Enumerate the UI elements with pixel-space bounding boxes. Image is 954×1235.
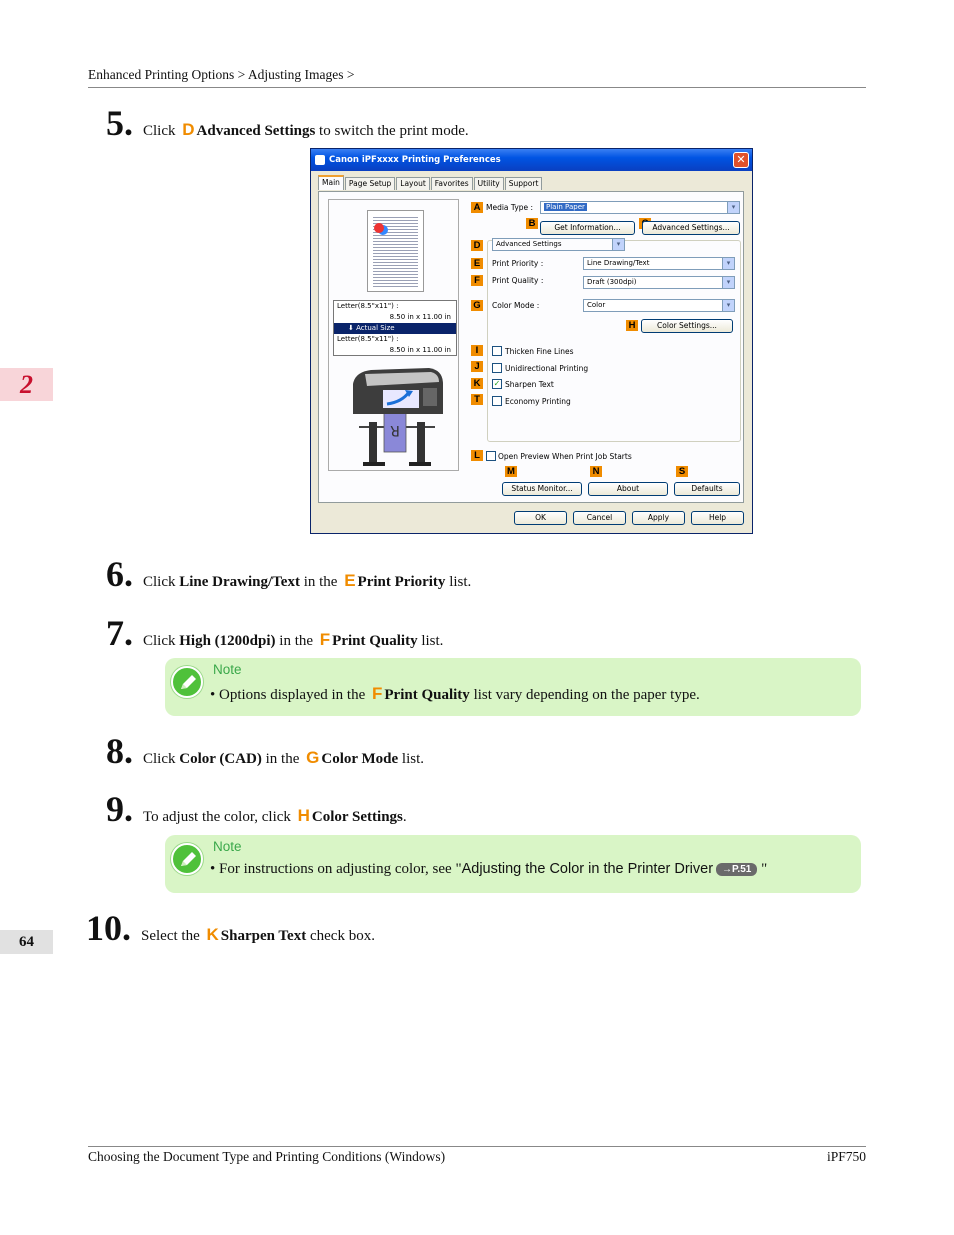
- footer-section-title: Choosing the Document Type and Printing Conditions (Windows): [88, 1149, 446, 1164]
- step-text: Click High (1200dpi) in the F Print Quality list.: [143, 630, 444, 649]
- callout-j: J: [471, 361, 483, 372]
- size-info-box: [333, 300, 457, 356]
- size-line-selected: ⬇ Actual Size: [334, 323, 456, 334]
- print-mode-select[interactable]: Advanced Settings ▾: [492, 238, 625, 251]
- step-number: 8.: [106, 731, 133, 771]
- key-label: F: [372, 684, 383, 703]
- key-label: D: [182, 120, 195, 139]
- main-tab-panel: [318, 191, 744, 503]
- unidirectional-label: Unidirectional Printing: [505, 364, 589, 373]
- paper-preview: [367, 210, 424, 292]
- cancel-button[interactable]: Cancel: [573, 511, 626, 525]
- callout-a: A: [471, 202, 483, 213]
- pencil-note-icon: [171, 666, 203, 698]
- step-text: Click Line Drawing/Text in the E Print Priority list.: [143, 571, 472, 590]
- header-rule: [88, 87, 866, 88]
- callout-h: H: [626, 320, 638, 331]
- economy-label: Economy Printing: [505, 397, 571, 406]
- size-line: 8.50 in x 11.00 in: [389, 313, 451, 321]
- callout-e: E: [471, 258, 483, 269]
- breadcrumb: Enhanced Printing Options > Adjusting Images >: [88, 67, 355, 82]
- step-text: Click Color (CAD) in the G Color Mode list.: [143, 748, 424, 767]
- callout-g: G: [471, 300, 483, 311]
- step-number: 7.: [106, 613, 133, 653]
- ok-button[interactable]: OK: [514, 511, 567, 525]
- note-box: [165, 835, 861, 893]
- tab-favorites[interactable]: Favorites: [431, 177, 473, 190]
- dialog-titlebar: [311, 149, 752, 171]
- step-9: [106, 791, 407, 827]
- print-priority-select[interactable]: Line Drawing/Text ▾: [583, 257, 735, 270]
- callout-b: B: [526, 218, 538, 229]
- size-line: Letter(8.5"x11") :: [337, 302, 399, 310]
- color-mode-select[interactable]: Color ▾: [583, 299, 735, 312]
- thicken-lines-checkbox[interactable]: [492, 346, 502, 356]
- printer-illustration-icon: [347, 362, 447, 467]
- about-button[interactable]: About: [588, 482, 668, 496]
- status-monitor-button[interactable]: Status Monitor...: [502, 482, 582, 496]
- close-icon[interactable]: ✕: [733, 152, 749, 168]
- chevron-down-icon[interactable]: ▾: [727, 202, 739, 213]
- step-7: [106, 615, 443, 651]
- step-8: [106, 733, 424, 769]
- callout-k: K: [471, 378, 483, 389]
- tab-support[interactable]: Support: [505, 177, 543, 190]
- tab-main[interactable]: Main: [318, 175, 344, 190]
- tab-layout[interactable]: Layout: [396, 177, 430, 190]
- callout-i: I: [471, 345, 483, 356]
- note-text: • Options displayed in the F Print Quality list vary depending on the paper type.: [210, 684, 700, 703]
- tab-utility[interactable]: Utility: [474, 177, 504, 190]
- step-5: [106, 105, 469, 141]
- media-type-select[interactable]: Plain Paper ▾: [540, 201, 740, 214]
- advanced-settings-button[interactable]: Advanced Settings...: [642, 221, 740, 235]
- step-10: [86, 908, 375, 948]
- callout-f: F: [471, 275, 483, 286]
- key-label: H: [297, 806, 310, 825]
- sharpen-text-checkbox[interactable]: ✓: [493, 379, 501, 388]
- step-number: 9.: [106, 789, 133, 829]
- open-preview-checkbox[interactable]: [486, 451, 496, 461]
- page-number-tab: 64: [0, 930, 53, 954]
- step-text: Click D Advanced Settings to switch the print mode.: [143, 120, 469, 139]
- callout-d: D: [471, 240, 483, 251]
- print-quality-select[interactable]: Draft (300dpi) ▾: [583, 276, 735, 289]
- footer-rule: [88, 1146, 866, 1147]
- step-number: 5.: [106, 103, 133, 143]
- page-reference-badge[interactable]: →P.51: [716, 863, 757, 876]
- printer-app-icon: [315, 155, 325, 165]
- pencil-note-icon: [171, 843, 203, 875]
- callout-t: T: [471, 394, 483, 405]
- step-text: To adjust the color, click H Color Settings.: [143, 806, 407, 825]
- key-label: K: [206, 925, 219, 944]
- get-information-button[interactable]: Get Information...: [540, 221, 635, 235]
- color-mode-label: Color Mode :: [492, 301, 540, 310]
- cross-reference-link[interactable]: Adjusting the Color in the Printer Driver: [461, 861, 714, 877]
- down-arrow-icon: ⬇: [348, 324, 357, 332]
- dialog-tabs: [318, 177, 543, 190]
- chapter-tab: 2: [0, 368, 53, 401]
- open-preview-label: Open Preview When Print Job Starts: [498, 452, 632, 461]
- footer-model-name: iPF750: [826, 1149, 866, 1164]
- note-text: • For instructions on adjusting color, see "Adjusting the Color in the Printer Driver →P.51 ": [210, 861, 768, 877]
- size-line: 8.50 in x 11.00 in: [389, 346, 451, 354]
- sharpen-text-label: Sharpen Text: [505, 380, 554, 389]
- key-label: E: [344, 571, 356, 590]
- economy-checkbox[interactable]: [492, 396, 502, 406]
- chevron-down-icon[interactable]: ▾: [722, 258, 734, 269]
- step-number: 6.: [106, 554, 133, 594]
- note-box: [165, 658, 861, 716]
- printing-preferences-dialog: [310, 148, 753, 534]
- defaults-button[interactable]: Defaults: [674, 482, 740, 496]
- callout-s: S: [676, 466, 688, 477]
- svg-text:R: R: [390, 422, 400, 438]
- step-number: 10.: [86, 908, 131, 948]
- dialog-title: Canon iPFxxxx Printing Preferences: [329, 155, 501, 165]
- note-title: Note: [213, 839, 242, 854]
- callout-n: N: [590, 466, 602, 477]
- key-label: F: [319, 630, 331, 649]
- step-6: [106, 556, 471, 592]
- chevron-down-icon[interactable]: ▾: [612, 239, 624, 250]
- size-line: Letter(8.5"x11") :: [337, 335, 399, 343]
- callout-m: M: [505, 466, 517, 477]
- media-type-label: Media Type :: [486, 203, 534, 212]
- apply-button[interactable]: Apply: [632, 511, 685, 525]
- tab-page-setup[interactable]: Page Setup: [345, 177, 395, 190]
- step-text: Select the K Sharpen Text check box.: [141, 925, 375, 944]
- key-label: G: [306, 748, 320, 767]
- preview-area: [328, 199, 459, 471]
- chevron-down-icon[interactable]: ▾: [722, 300, 734, 311]
- color-settings-button[interactable]: Color Settings...: [641, 319, 733, 333]
- print-quality-label: Print Quality :: [492, 276, 544, 285]
- print-priority-label: Print Priority :: [492, 259, 544, 268]
- note-title: Note: [213, 662, 242, 677]
- thicken-lines-label: Thicken Fine Lines: [505, 347, 574, 356]
- unidirectional-checkbox[interactable]: [492, 363, 502, 373]
- settings-group: [487, 240, 741, 442]
- help-button[interactable]: Help: [691, 511, 744, 525]
- chevron-down-icon[interactable]: ▾: [722, 277, 734, 288]
- callout-l: L: [471, 450, 483, 461]
